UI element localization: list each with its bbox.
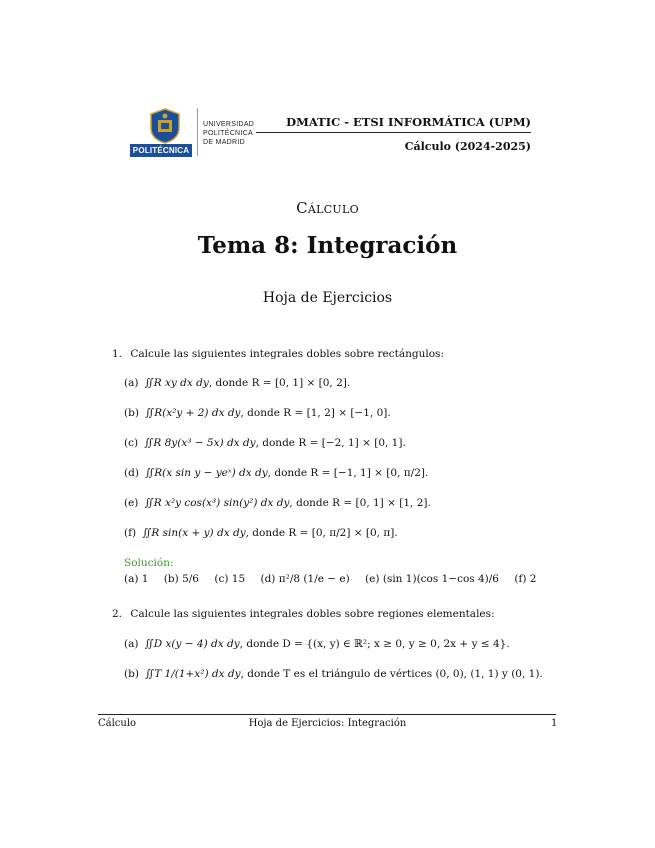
- solution-item: [164, 573, 199, 585]
- item-formula: ∬R x²y cos(x³) sin(y²) dx dy: [144, 497, 290, 509]
- solution-value: 2: [529, 573, 537, 585]
- upm-logo: [130, 108, 260, 160]
- subject-title: Cálculo: [296, 199, 359, 217]
- item-formula: ∬R xy dx dy: [144, 377, 209, 389]
- course-name: Cálculo (2024-2025): [404, 140, 531, 153]
- solution-value: (sin 1)(cos 1−cos 4)/6: [382, 573, 499, 585]
- header-rule: [256, 132, 531, 133]
- item-formula: ∬R(x sin y − yeˣ) dx dy: [145, 467, 268, 479]
- item-domain: , donde R = [0, 1] × [1, 2].: [289, 497, 431, 509]
- solution-item: [365, 573, 499, 585]
- solution-value: 15: [231, 573, 246, 585]
- sheet-title: Hoja de Ejercicios: [262, 290, 393, 306]
- exercise-text: Calcule las siguientes integrales dobles sobre regiones elementales:: [130, 608, 495, 620]
- item-domain: , donde R = [−1, 1] × [0, π/2].: [267, 467, 429, 479]
- item-label: (e): [124, 497, 139, 509]
- exercise-item: [124, 407, 391, 419]
- solution-item: [260, 573, 349, 585]
- university-crest-icon: [148, 108, 182, 144]
- solution-item-label: (b): [163, 573, 179, 585]
- exercise-item: [124, 527, 398, 539]
- solution-item: [514, 573, 536, 585]
- solution-label: Solución:: [124, 557, 174, 569]
- logo-text-line: UNIVERSIDAD: [203, 121, 255, 128]
- footer-rule: [98, 714, 556, 715]
- item-label: (a): [124, 638, 139, 650]
- solution-item-label: (c): [214, 573, 229, 585]
- page-number: 1: [551, 718, 558, 729]
- exercise-number: 1.: [112, 348, 123, 360]
- item-domain: , donde R = [1, 2] × [−1, 0].: [240, 407, 391, 419]
- item-domain: , donde R = [0, 1] × [0, 2].: [208, 377, 351, 389]
- logo-text: [203, 120, 254, 147]
- item-formula: ∬R sin(x + y) dx dy: [142, 527, 246, 539]
- item-formula: ∬D x(y − 4) dx dy: [144, 638, 240, 650]
- item-label: (d): [124, 467, 139, 479]
- item-label: (b): [124, 668, 139, 680]
- item-label: (a): [124, 377, 139, 389]
- exercise-text: Calcule las siguientes integrales dobles sobre rectángulos:: [130, 348, 444, 360]
- logo-band: POLITÉCNICA: [130, 144, 192, 157]
- item-label: (b): [124, 407, 139, 419]
- item-formula: ∬R(x²y + 2) dx dy: [145, 407, 241, 419]
- solution-item-label: (a): [124, 573, 139, 585]
- department-header: [286, 115, 531, 129]
- solution-item-label: (f): [514, 573, 527, 585]
- logo-text-line: POLITÉCNICA: [203, 130, 253, 137]
- solution-item-label: (e): [365, 573, 380, 585]
- page-title: Tema 8: Integración: [197, 232, 458, 259]
- item-domain: , donde T es el triángulo de vértices (0, 0), (1, 1) y (0, 1).: [240, 668, 543, 680]
- exercise-item: [124, 638, 510, 650]
- solution-value: 5/6: [182, 573, 199, 585]
- item-label: (c): [124, 437, 139, 449]
- item-domain: , donde R = [0, π/2] × [0, π].: [245, 527, 398, 539]
- exercise-item: [124, 377, 350, 389]
- solution-row: [124, 573, 548, 585]
- item-formula: ∬T 1/(1+x²) dx dy: [145, 668, 241, 680]
- logo-divider: [197, 108, 198, 156]
- exercise-item: [124, 467, 428, 479]
- solution-value: 1: [141, 573, 149, 585]
- exercise-statement: [112, 608, 495, 620]
- footer-center: Hoja de Ejercicios: Integración: [248, 718, 407, 729]
- exercise-number: 2.: [112, 608, 123, 620]
- item-label: (f): [124, 527, 137, 539]
- logo-text-line: DE MADRID: [203, 139, 245, 146]
- solution-item: [124, 573, 148, 585]
- exercise-item: [124, 668, 543, 680]
- department-name: DMATIC - ETSI INFORMÁTICA (UPM): [286, 115, 531, 129]
- item-domain: , donde R = [−2, 1] × [0, 1].: [255, 437, 406, 449]
- exercise-item: [124, 497, 431, 509]
- item-formula: ∬R 8y(x³ − 5x) dx dy: [144, 437, 256, 449]
- solution-item-label: (d): [260, 573, 276, 585]
- solution-value: π²/8 (1/e − e): [278, 573, 350, 585]
- item-domain: , donde D = {(x, y) ∈ ℝ²; x ≥ 0, y ≥ 0, 2x + y ≤ 4}.: [239, 638, 510, 650]
- exercise-statement: [112, 348, 444, 360]
- solution-item: [214, 573, 245, 585]
- footer-left: Cálculo: [98, 718, 137, 729]
- exercise-item: [124, 437, 406, 449]
